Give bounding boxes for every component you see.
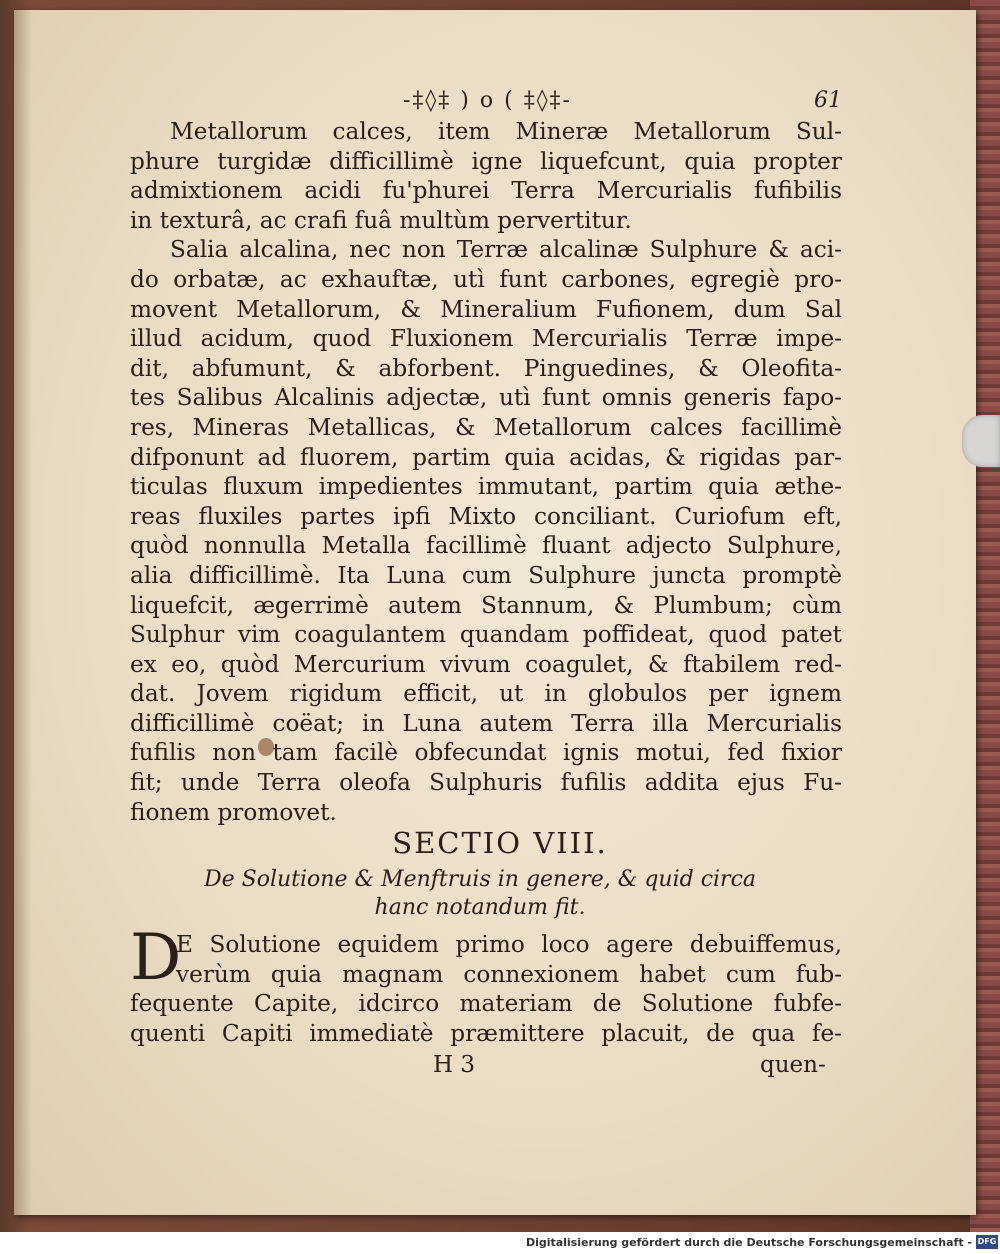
text-line: admixtionem acidi fu'phurei Terra Mercurialis fufibilis (130, 177, 842, 205)
text-line: fionem promovet. (130, 798, 337, 826)
dfg-logo: DFG (976, 1235, 998, 1249)
text-line: quenti Capiti immediatè præmittere placuit, de qua fe- (130, 1019, 842, 1047)
text-line: liquefcit, ægerrimè autem Stannum, & Plumbum; cùm (130, 591, 842, 619)
text-line: Metallorum calces, item Mineræ Metallorum Sul- (170, 118, 842, 145)
section-subtitle-line: hanc notandum fit. (374, 895, 586, 920)
text-line: do orbatæ, ac exhauftæ, utì funt carbones, egregiè pro- (130, 265, 842, 293)
text-line: ticulas fluxum impedientes immutant, partim quia æthe- (130, 473, 842, 501)
text-line: tes Salibus Alcalinis adjectæ, utì funt omnis generis fapo- (130, 384, 842, 412)
catchword: quen- (760, 1052, 826, 1078)
text-line: Salia alcalina, nec non Terræ alcalinæ Sulphure & aci- (170, 236, 842, 264)
section-paragraph (130, 921, 842, 1048)
section-title: SECTIO VIII. (392, 826, 608, 860)
text-line: difponunt ad fluorem, partim quia acidas, & rigidas par- (130, 443, 842, 471)
page-number: 61 (814, 88, 842, 113)
text-line: verùm quia magnam connexionem habet cum fub- (176, 960, 842, 988)
page-gutter-shadow (14, 10, 32, 1215)
text-line: dat. Jovem rigidum efficit, ut in globulos per ignem (130, 680, 842, 708)
section-subtitle-line: De Solutione & Menftruis in genere, & quid circa (203, 867, 757, 892)
text-line: reas fluxiles partes ipfi Mixto conciliant. Curiofum eft, (130, 502, 842, 530)
signature-mark: H 3 (433, 1052, 476, 1078)
text-line: dit, abfumunt, & abforbent. Pinguedines, & Oleofita- (130, 354, 842, 382)
text-line: difficillimè coëat; in Luna autem Terra illa Mercurialis (130, 709, 842, 737)
text-line: alia difficillimè. Ita Luna cum Sulphure juncta promptè (130, 561, 842, 589)
page-footer (0, 1052, 1000, 1084)
header-ornament: -‡◊‡ ) o ( ‡◊‡- (403, 88, 572, 113)
credit-text: Digitalisierung gefördert durch die Deutsche Forschungsgemeinschaft - (525, 1236, 972, 1249)
section-subtitle (0, 866, 960, 922)
credit-bar (0, 1232, 1000, 1254)
text-line: res, Mineras Metallicas, & Metallorum calces facillimè (130, 413, 842, 441)
text-line: quòd nonnulla Metalla facillimè fluant adjecto Sulphure, (130, 532, 842, 560)
text-line: fit; unde Terra oleofa Sulphuris fufilis addita ejus Fu- (130, 769, 842, 797)
text-line: phure turgidæ difficillimè igne liquefcunt, quia propter (130, 147, 842, 175)
text-line: illud acidum, quod Fluxionem Mercurialis Terræ impe- (130, 325, 842, 353)
text-line: ex eo, quòd Mercurium vivum coagulet, & ftabilem red- (130, 650, 842, 678)
page-tab-marker (962, 415, 1000, 467)
text-line: Sulphur vim coagulantem quandam poffideat, quod patet (130, 621, 842, 649)
main-text (130, 117, 842, 827)
drop-cap: D (130, 921, 182, 995)
text-line: in texturâ, ac crafi fuâ multùm pervertitur. (130, 206, 632, 234)
text-line: fequente Capite, idcirco materiam de Solutione fubfe- (130, 990, 842, 1018)
text-line: fufilis non tam facilè obfecundat ignis motui, fed fixior (130, 739, 842, 767)
text-line: E Solutione equidem primo loco agere debuiffemus, (176, 931, 842, 958)
page-header (0, 82, 1000, 122)
text-line: movent Metallorum, & Mineralium Fufionem, dum Sal (130, 295, 842, 323)
